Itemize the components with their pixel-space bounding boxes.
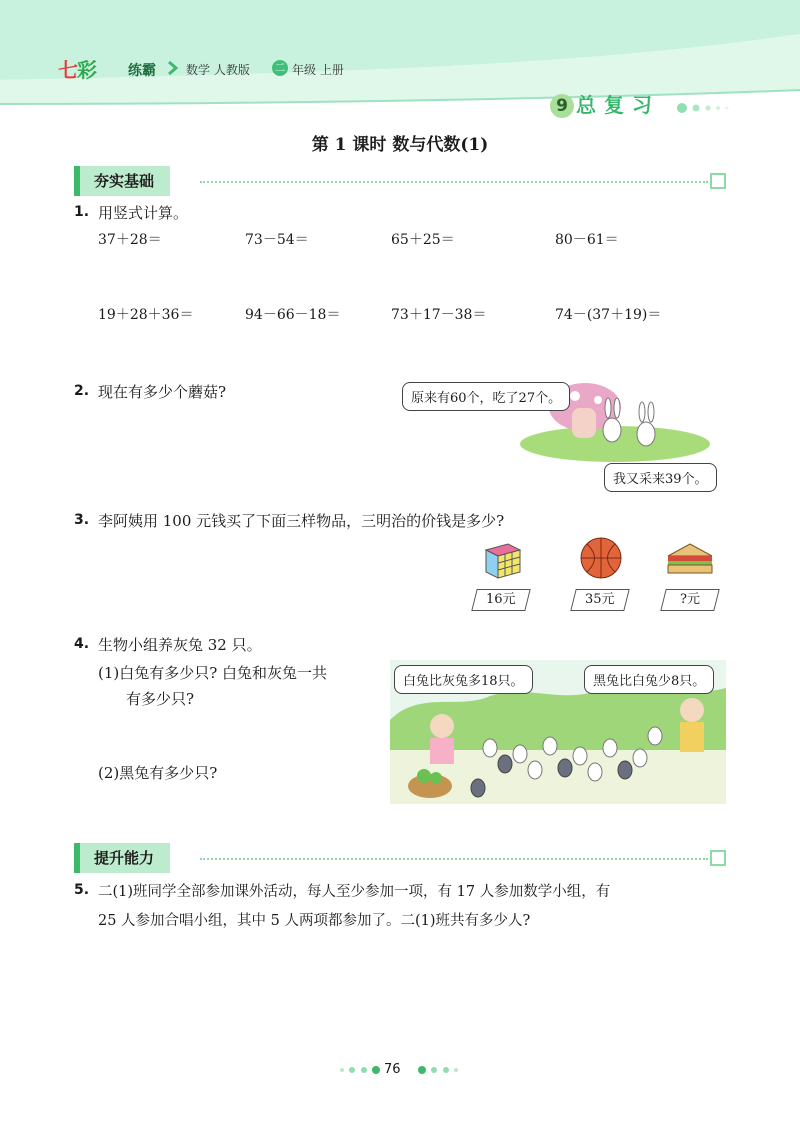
rubiks-cube-icon (482, 540, 524, 580)
sub-question: (1)白兔有多少只? 白兔和灰兔一共 (98, 664, 328, 682)
question-number: 2. (74, 383, 90, 399)
decorative-dots-icon (416, 1064, 460, 1076)
price-tag: 35元 (570, 589, 629, 611)
question-text: 用竖式计算。 (98, 204, 189, 222)
speech-bubble: 原来有60个，吃了27个。 (402, 382, 570, 411)
unit-title: 总复习 (576, 93, 660, 117)
subject-edition: 数学 人教版 (186, 63, 250, 77)
basketball-icon (579, 536, 623, 580)
speech-bubble: 白兔比灰兔多18只。 (394, 665, 533, 694)
header-band (0, 0, 800, 118)
expression: 19＋28＋36＝ (98, 307, 194, 323)
question-text: 25 人参加合唱小组，其中 5 人两项都参加了。二(1)班共有多少人? (98, 913, 531, 929)
section-end-marker (710, 850, 726, 866)
sub-question: (2)黑兔有多少只? (98, 764, 218, 782)
expression: 37＋28＝ (98, 232, 162, 248)
lesson-title: 第 1 课时 数与代数(1) (311, 135, 489, 155)
grade-label: 年级 上册 (292, 63, 344, 77)
brand-name: 练霸 (128, 63, 156, 79)
sub-question: 有多少只? (126, 690, 195, 708)
price-tag: 16元 (471, 589, 530, 611)
price-tag: ?元 (660, 589, 719, 611)
brand-logo: 七彩 (58, 58, 96, 82)
expression: 94－66－18＝ (245, 307, 341, 323)
section-divider (200, 181, 708, 183)
decorative-dots-icon (338, 1064, 382, 1076)
question-number: 5. (74, 882, 90, 898)
unit-number: 9 (550, 94, 574, 118)
question-number: 1. (74, 204, 90, 220)
question-text: 李阿姨用 100 元钱买了下面三样物品，三明治的价钱是多少? (98, 512, 505, 530)
expression: 73－54＝ (245, 232, 309, 248)
question-text: 二(1)班同学全部参加课外活动，每人至少参加一项，有 17 人参加数学小组，有 (98, 884, 611, 900)
section-tab-advanced: 提升能力 (74, 843, 170, 873)
question-text: 生物小组养灰兔 32 只。 (98, 636, 262, 654)
section-end-marker (710, 173, 726, 189)
page-number: 76 (384, 1062, 401, 1077)
expression: 73＋17－38＝ (391, 307, 487, 323)
grade-badge: 二 (272, 60, 288, 76)
question-text: 现在有多少个蘑菇? (98, 383, 227, 401)
speech-bubble: 我又采来39个。 (604, 463, 717, 492)
question-number: 3. (74, 512, 90, 528)
sandwich-icon (664, 542, 716, 576)
expression: 65＋25＝ (391, 232, 455, 248)
section-divider (200, 858, 708, 860)
expression: 80－61＝ (555, 232, 619, 248)
decorative-dots-icon (676, 102, 732, 114)
question-number: 4. (74, 636, 90, 652)
speech-bubble: 黑兔比白兔少8只。 (584, 665, 714, 694)
chevron-right-icon (166, 60, 180, 76)
section-tab-basics: 夯实基础 (74, 166, 170, 196)
expression: 74－(37＋19)＝ (555, 307, 662, 323)
